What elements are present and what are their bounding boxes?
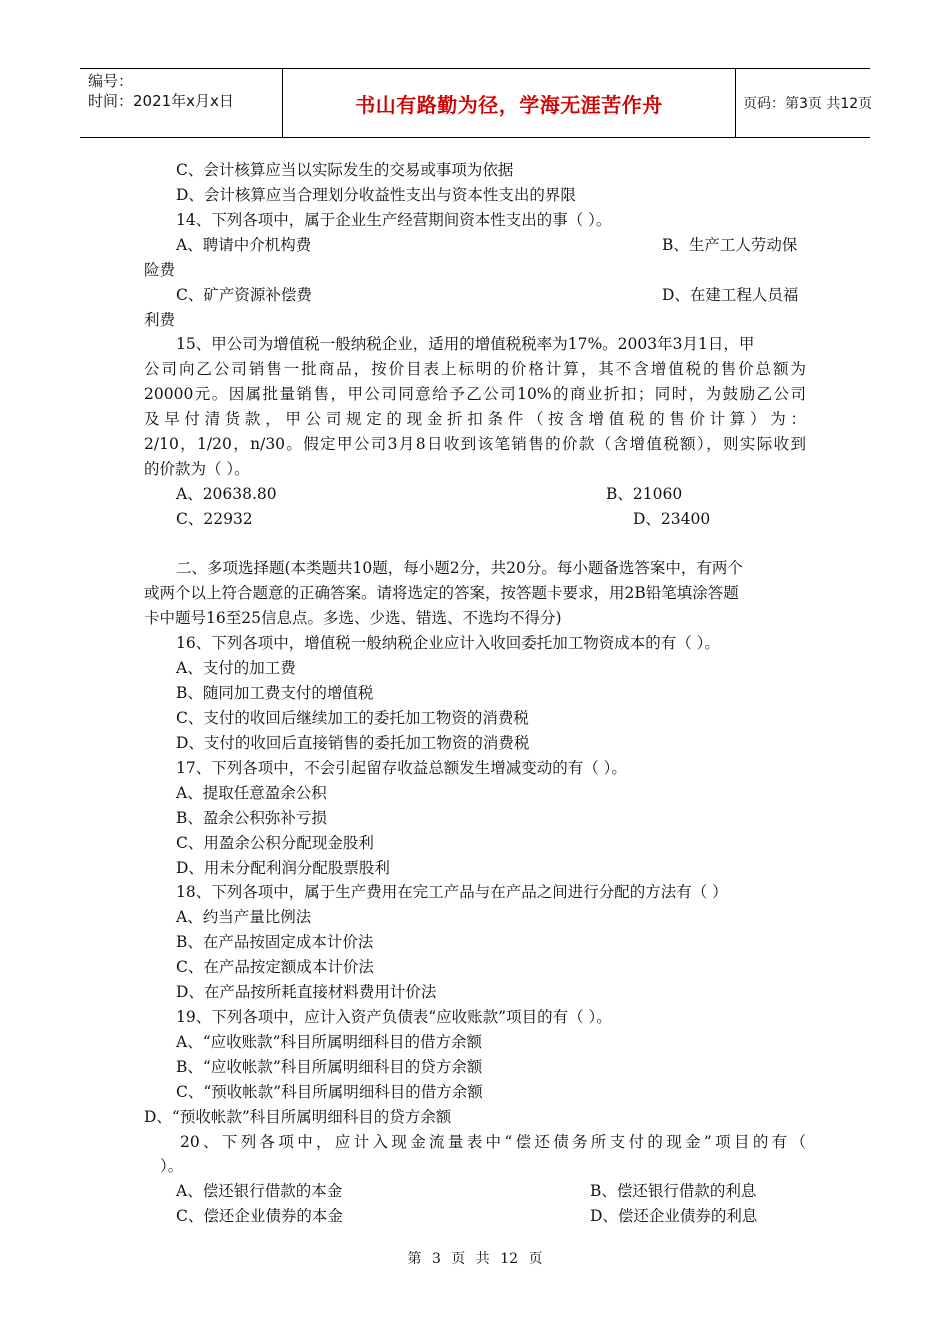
- option-text: C、矿产资源补偿费: [176, 286, 312, 304]
- option-text: B、偿还银行借款的利息: [590, 1182, 757, 1200]
- question-text: 2/10，1/20，n/30。假定甲公司3月8日收到该笔销售的价款（含增值税额），则实际收到: [144, 435, 806, 453]
- option-text: D、23400: [633, 510, 711, 528]
- section-text: 或两个以上符合题意的正确答案。请将选定的答案，按答题卡要求，用2B铅笔填涂答题: [144, 584, 739, 602]
- option-text: A、支付的加工费: [176, 659, 296, 677]
- question-text: 20、下列各项中，应计入现金流量表中“偿还债务所支付的现金”项目的有（: [180, 1133, 806, 1151]
- option-text: A、“应收账款”科目所属明细科目的借方余额: [176, 1033, 483, 1051]
- option-text: C、用盈余公积分配现金股利: [176, 834, 374, 852]
- page-footer: 第 3 页 共 12 页: [407, 1251, 543, 1267]
- option-text: A、提取任意盈余公积: [176, 784, 327, 802]
- option-text: C、偿还企业债券的本金: [176, 1207, 343, 1225]
- motto: 书山有路勤为径，学海无涯苦作舟: [355, 92, 663, 117]
- option-text: D、“预收帐款”科目所属明细科目的贷方余额: [144, 1108, 452, 1126]
- question-text: 18、下列各项中，属于生产费用在完工产品与在产品之间进行分配的方法有（ ）: [176, 883, 728, 901]
- question-text: 公司向乙公司销售一批商品，按价目表上标明的价格计算，其不含增值税的售价总额为: [144, 360, 806, 378]
- option-text: A、20638.80: [176, 485, 277, 503]
- option-text: C、在产品按定额成本计价法: [176, 958, 374, 976]
- header-motto-cell: [282, 69, 736, 137]
- option-text: C、“预收帐款”科目所属明细科目的借方余额: [176, 1083, 483, 1101]
- option-text: B、生产工人劳动保: [662, 236, 798, 254]
- option-text: D、用未分配利润分配股票股利: [176, 859, 390, 877]
- question-text: 14、下列各项中，属于企业生产经营期间资本性支出的事（ ）。: [176, 211, 612, 229]
- option-text: B、随同加工费支付的增值税: [176, 684, 374, 702]
- page-info: 页码：第3页 共12页: [743, 96, 873, 112]
- option-text: C、22932: [176, 510, 253, 528]
- page-header: [80, 68, 873, 138]
- option-text: A、聘请中介机构费: [176, 236, 312, 254]
- question-text: 17、下列各项中，不会引起留存收益总额发生增减变动的有（ ）。: [176, 759, 627, 777]
- code-label: 编号：: [88, 72, 134, 90]
- option-text: B、“应收帐款”科目所属明细科目的贷方余额: [176, 1058, 483, 1076]
- option-text: D、偿还企业债券的利息: [590, 1207, 758, 1225]
- option-text: 险费: [144, 261, 176, 279]
- question-text: ）。: [160, 1157, 184, 1175]
- section-heading: 二、多项选择题(本类题共10题，每小题2分，共20分。每小题备选答案中，有两个: [176, 559, 743, 577]
- option-text: D、在建工程人员福: [662, 286, 799, 304]
- question-text: 19、下列各项中，应计入资产负债表“应收账款”项目的有（ ）。: [176, 1008, 612, 1026]
- header-page-cell: [735, 69, 878, 137]
- option-text: C、会计核算应当以实际发生的交易或事项为依据: [176, 161, 514, 179]
- question-text: 及早付清货款，甲公司规定的现金折扣条件（按含增值税的售价计算）为：: [144, 410, 806, 428]
- option-text: A、约当产量比例法: [176, 908, 312, 926]
- question-text: 20000元。因属批量销售，甲公司同意给予乙公司10%的商业折扣；同时，为鼓励乙公司: [144, 385, 806, 403]
- time-label: 时间：2021年x月x日: [88, 92, 234, 110]
- option-text: B、盈余公积弥补亏损: [176, 809, 327, 827]
- option-text: D、支付的收回后直接销售的委托加工物资的消费税: [176, 734, 530, 752]
- question-text: 的价款为（ ）。: [144, 460, 250, 478]
- option-text: B、在产品按固定成本计价法: [176, 933, 374, 951]
- section-text: 卡中题号16至25信息点。多选、少选、错选、不选均不得分): [144, 609, 562, 627]
- option-text: D、会计核算应当合理划分收益性支出与资本性支出的界限: [176, 186, 576, 204]
- question-text: 15、甲公司为增值税一般纳税企业，适用的增值税税率为17%。2003年3月1日，甲: [176, 335, 755, 353]
- option-text: C、支付的收回后继续加工的委托加工物资的消费税: [176, 709, 529, 727]
- header-meta: [80, 69, 282, 137]
- option-text: B、21060: [606, 485, 683, 503]
- option-text: D、在产品按所耗直接材料费用计价法: [176, 983, 437, 1001]
- option-text: A、偿还银行借款的本金: [176, 1182, 343, 1200]
- question-text: 16、下列各项中，增值税一般纳税企业应计入收回委托加工物资成本的有（ ）。: [176, 634, 720, 652]
- option-text: 利费: [144, 311, 176, 329]
